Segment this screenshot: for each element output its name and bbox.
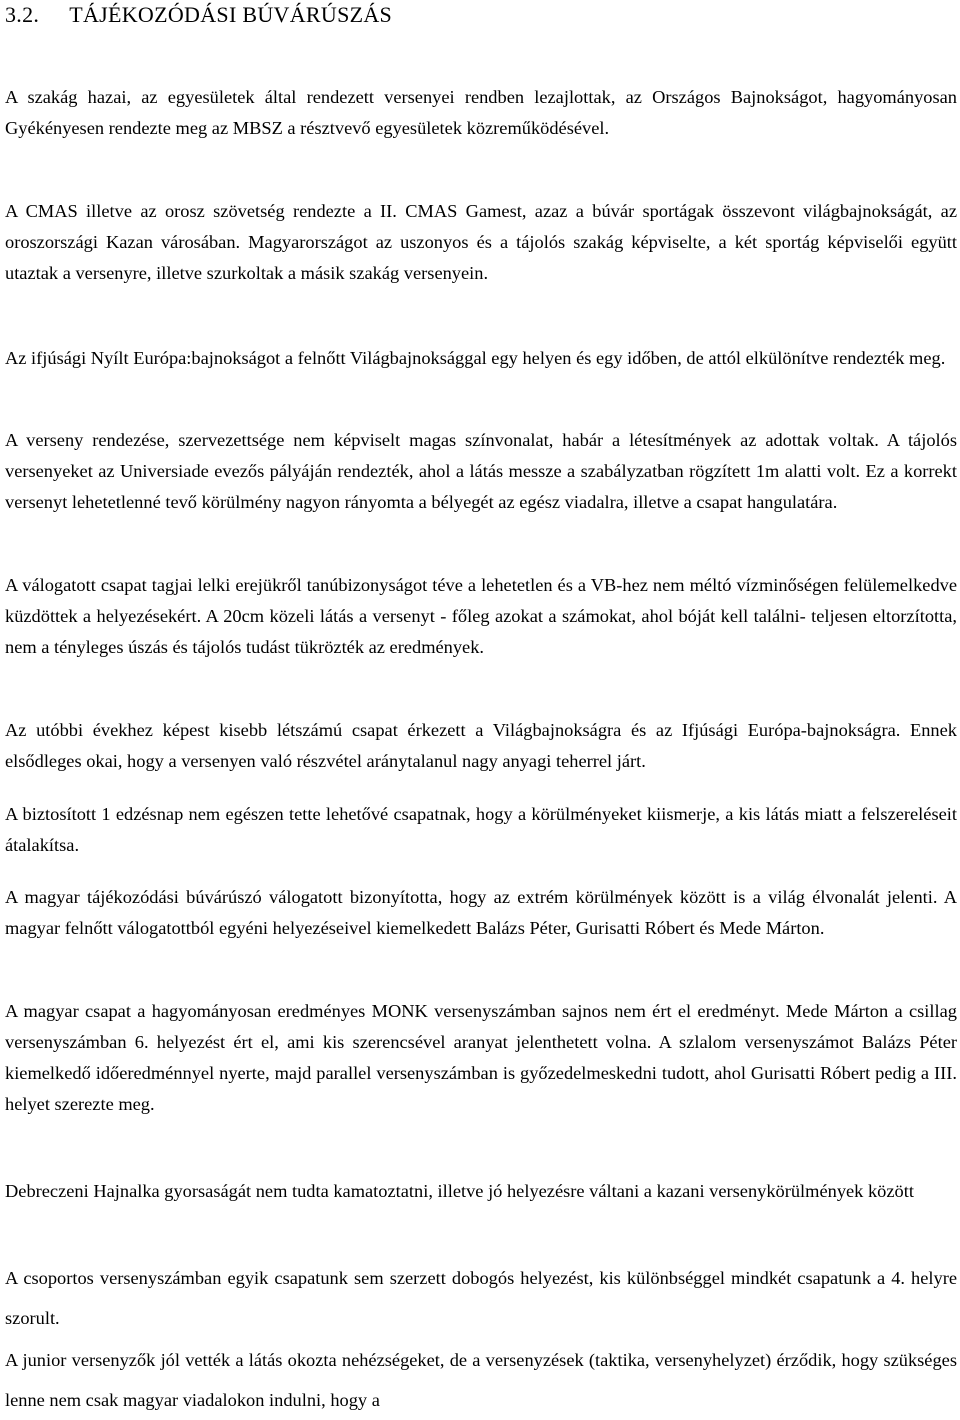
paragraph-group-event: A csoportos versenyszámban egyik csapatunk sem szerzett dobogós helyezést, kis különbséggel mindkét csapatunk a 4. helyre szorult. bbox=[5, 1268, 957, 1328]
paragraph-junior: A junior versenyzők jól vették a látás okozta nehézségeket, de a versenyzések (taktika, versenyhelyzet) érződik, hogy szükséges lenne nem csak magyar viadalokon indulni, hogy a bbox=[5, 1350, 957, 1410]
paragraph-national-championship: A szakág hazai, az egyesületek által rendezett versenyei rendben lezajlottak, az Országos Bajnokságot, hagyományosan Gyékényesen rendezte meg az MBSZ a résztvevő egyesületek közreműködésével. bbox=[5, 87, 957, 138]
paragraph-youth-european-championship: Az ifjúsági Nyílt Európa:bajnokságot a felnőtt Világbajnoksággal egy helyen és egy időben, de attól elkülönítve rendezték meg. bbox=[5, 348, 946, 368]
section-heading bbox=[5, 2, 392, 28]
section-number: 3.2. bbox=[5, 2, 40, 27]
paragraph-team-size: Az utóbbi évekhez képest kisebb létszámú csapat érkezett a Világbajnokságra és az Ifjúsági Európa-bajnokságra. Ennek elsődleges okai, hogy a versenyen való részvétel aránytalanul nagy anyagi teherrel járt. bbox=[5, 720, 957, 771]
paragraph-water-quality: A válogatott csapat tagjai lelki erejükről tanúbizonyságot téve a lehetetlen és a VB-hez nem méltó vízminőségen felülemelkedve küzdöttek a helyezésekért. A 20cm közeli látás a versenyt - főleg azokat a számokat, ahol bóját kell találni- teljesen eltorzította, nem a tényleges úszás és tájolós tudást tükrözték az eredmények. bbox=[5, 575, 957, 657]
paragraph-cmas-games-part1: A CMAS illetve az orosz szövetség rendezte a II. CMAS Gamest, azaz a búvár sportágak összevont világbajnokságát, az oroszországi Kazan városában. bbox=[5, 201, 957, 252]
paragraph-team-results: A magyar tájékozódási búvárúszó válogatott bizonyította, hogy az extrém körülmények között is a világ élvonalát jelenti. A magyar felnőtt válogatottból egyéni helyezéseivel kiemelkedett Balázs Péter, Gurisatti Róbert és Mede Márton. bbox=[5, 887, 957, 938]
paragraph-event-results: A magyar csapat a hagyományosan eredményes MONK versenyszámban sajnos nem ért el eredményt. Mede Márton a csillag versenyszámban 6. helyezést ért el, ami kis szerencsével aranyat jelenthetett volna. A szlalom versenyszámot Balázs Péter kiemelkedő időeredménnyel nyerte, majd parallel versenyszámban is győzedelmeskedni tudott, ahol Gurisatti Róbert pedig a III. helyet szerezte meg. bbox=[5, 1001, 957, 1114]
paragraph-cmas-games-part2: Magyarországot az uszonyos és a tájolós szakág képviselte, a két sportág képviselői együtt utaztak a versenyre, illetve szurkoltak a másik szakág versenyein. bbox=[5, 232, 957, 283]
paragraph-cmas-games bbox=[5, 196, 957, 289]
section-title: TÁJÉKOZÓDÁSI BÚVÁRÚSZÁS bbox=[69, 2, 393, 27]
paragraph-training-day: A biztosított 1 edzésnap nem egészen tette lehetővé csapatnak, hogy a körülményeket kiismerje, a kis látás miatt a felszereléseit átalakítsa. bbox=[5, 804, 957, 855]
paragraph-debreczeni: Debreczeni Hajnalka gyorsaságát nem tudta kamatoztatni, illetve jó helyezésre váltani a kazani versenykörülmények között bbox=[5, 1181, 914, 1201]
paragraph-organization: A verseny rendezése, szervezettsége nem képviselt magas színvonalat, habár a létesítmények az adottak voltak. A tájolós versenyeket az Universiade evezős pályáján rendezték, ahol a látás messze a szabályzatban rögzített 1m alatti volt. Ez a korrekt versenyt lehetetlenné tevő körülmény nagyon rányomta a bélyegét az egész viadalra, illetve a csapat hangulatára. bbox=[5, 430, 957, 512]
